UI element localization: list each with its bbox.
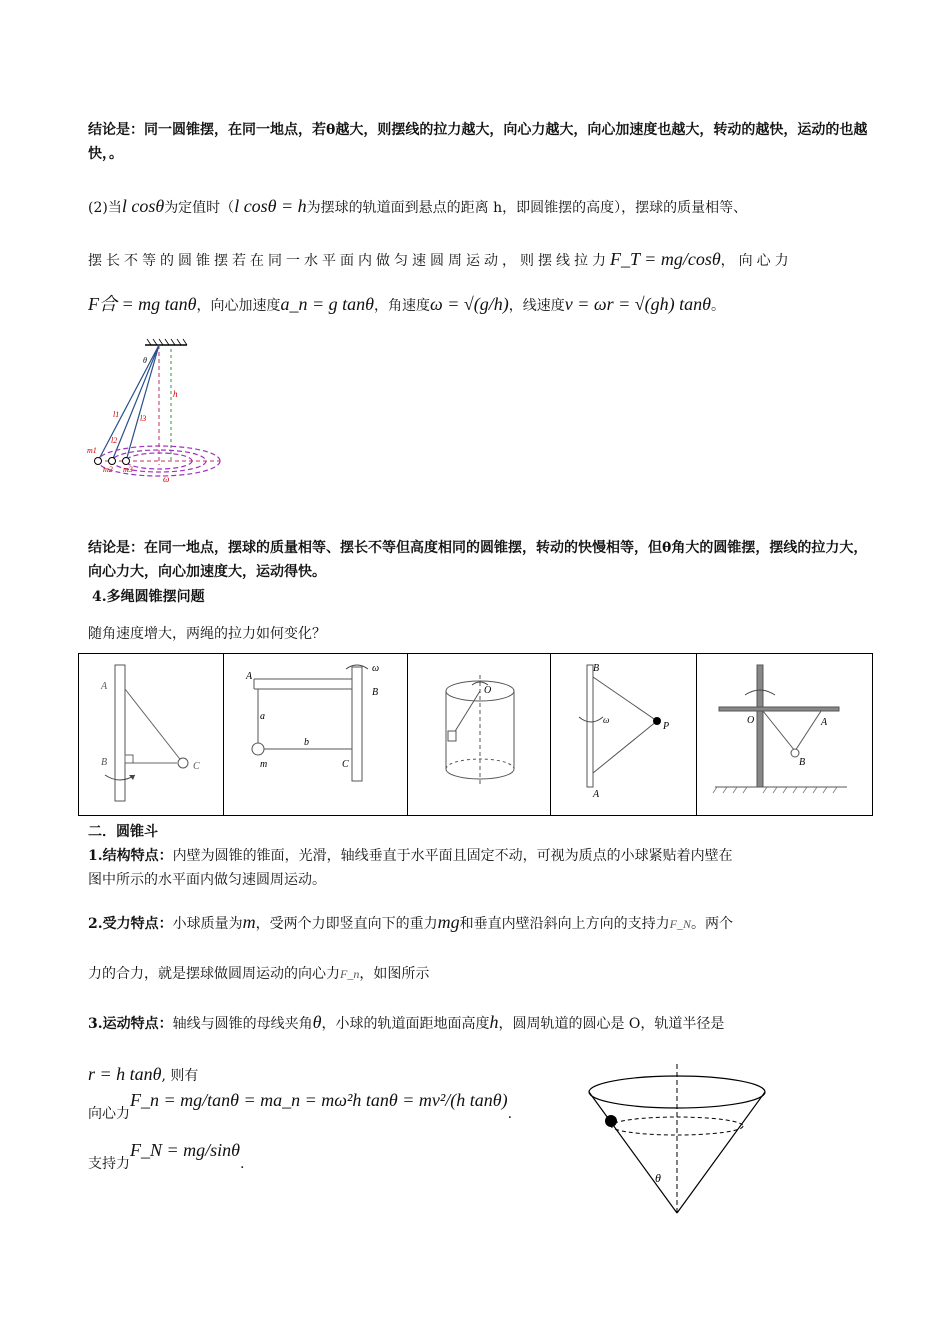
expr-r: r = h tanθ bbox=[88, 1064, 162, 1084]
conclusion-1-text: 结论是：同一圆锥摆，在同一地点，若θ越大，则摆线的拉力越大，向心力越大，向心加速度也越大，转动的越快，运动的也越快，。 bbox=[88, 122, 868, 162]
fig1-l3-label: l3 bbox=[140, 414, 147, 423]
c5-label-O: O bbox=[747, 715, 755, 726]
s3-h: h bbox=[489, 1012, 499, 1032]
fig1-l2-label: l2 bbox=[111, 436, 118, 445]
cross-frame-diagram bbox=[697, 657, 872, 812]
para2-line2: 摆长不等的圆锥摆若在同一水平面内做匀速圆周运动，则摆线拉力 bbox=[88, 253, 610, 269]
c1-label-C: C bbox=[193, 761, 200, 772]
para2-mid2: 为摆球的轨道面到悬点的距离 h，即圆锥摆的高度），摆球的质量相等、 bbox=[306, 200, 748, 216]
s3-text3: ，圆周轨道的圆心是 O，轨道半径是 bbox=[498, 1016, 725, 1032]
c4-label-omega: ω bbox=[603, 715, 610, 725]
expr-ft: F_T = mg/cosθ bbox=[610, 249, 721, 269]
s1-title: 1.结构特点： bbox=[88, 848, 173, 864]
c4-label-A: A bbox=[593, 789, 600, 800]
s2-text4: 。两个 bbox=[690, 916, 733, 932]
para-2-line-3 bbox=[88, 292, 878, 318]
label-acc: ，向心加速度 bbox=[196, 298, 281, 314]
fs-end: . bbox=[240, 1156, 245, 1172]
s2-text2: ，受两个力即竖直向下的重力 bbox=[255, 916, 438, 932]
cone-funnel-figure bbox=[585, 1060, 770, 1220]
radius-formula bbox=[88, 1062, 488, 1088]
conclusion-2 bbox=[88, 536, 878, 584]
s2-mg: mg bbox=[437, 912, 460, 932]
question-text: 随角速度增大，两绳的拉力如何变化？ bbox=[88, 626, 326, 642]
section-2-text: 二．圆锥斗 bbox=[88, 824, 158, 840]
c5-label-B: B bbox=[799, 757, 806, 768]
expr-fn: F_n = mg/tanθ = ma_n = mω²h tanθ = mv²/(h tanθ) bbox=[130, 1090, 508, 1110]
rod-two-strings-diagram bbox=[551, 657, 691, 812]
c4-label-B: B bbox=[593, 663, 600, 674]
table-cell-4 bbox=[551, 654, 697, 816]
c1-label-B: B bbox=[101, 757, 108, 768]
motion-features bbox=[88, 1010, 878, 1036]
fig1-theta-label: θ bbox=[143, 356, 147, 365]
rod-triangle-diagram bbox=[79, 657, 219, 812]
c2-label-A: A bbox=[245, 671, 252, 682]
para2-mid1: 为定值时（ bbox=[164, 200, 235, 216]
c2-label-B: B bbox=[371, 687, 378, 698]
s2-m: m bbox=[242, 912, 256, 932]
force-features-line-2 bbox=[88, 962, 878, 986]
heading-4 bbox=[92, 585, 882, 609]
c2-label-m: m bbox=[259, 759, 267, 770]
fn-end: . bbox=[507, 1106, 513, 1122]
c4-label-P: P bbox=[663, 721, 670, 732]
s2-text1: 小球质量为 bbox=[172, 916, 243, 932]
label-v: ，线速度 bbox=[508, 298, 565, 314]
question bbox=[88, 622, 878, 646]
table-cell-3 bbox=[407, 654, 551, 816]
c2-label-C: C bbox=[341, 759, 349, 770]
c2-label-omega: ω bbox=[371, 663, 379, 674]
expr-omega: ω = √(g/h) bbox=[429, 294, 509, 314]
para2-line2-end: ，向心力 bbox=[720, 253, 793, 269]
c5-label-A: A bbox=[821, 717, 828, 728]
s2-fn2: F_n bbox=[340, 967, 360, 981]
l-frame-diagram bbox=[224, 657, 404, 812]
support-formula bbox=[88, 1140, 388, 1176]
c2-label-a: a bbox=[259, 711, 265, 722]
figure-table bbox=[78, 653, 873, 816]
expr-lcos: l cosθ bbox=[121, 196, 165, 216]
s1-text2: 图中所示的水平面内做匀速圆周运动。 bbox=[88, 872, 326, 888]
s3-theta: θ bbox=[312, 1012, 322, 1032]
cone-theta-label: θ bbox=[655, 1171, 661, 1185]
s2-fn: F_N bbox=[669, 917, 691, 931]
fig1-m2-label: m2 bbox=[103, 465, 113, 474]
fn-label: 向心力 bbox=[88, 1106, 130, 1122]
c3-label-O: O bbox=[483, 685, 491, 696]
fig1-l1-label: l1 bbox=[113, 410, 120, 419]
para-2-line-2 bbox=[88, 247, 878, 273]
para2-prefix: (2)当 bbox=[88, 200, 122, 216]
s3-text1: 轴线与圆锥的母线夹角 bbox=[172, 1016, 313, 1032]
table-cell-5 bbox=[697, 654, 873, 816]
s2-title: 2.受力特点： bbox=[88, 916, 173, 932]
table-cell-1 bbox=[79, 654, 224, 816]
conclusion-2-text: 结论是：在同一地点，摆球的质量相等、摆长不等但高度相同的圆锥摆，转动的快慢相等，但θ角大的圆锥摆，摆线的拉力大，向心力大，向心加速度大，运动得快。 bbox=[88, 540, 868, 580]
expr-an: a_n = g tanθ bbox=[280, 294, 374, 314]
s3-text2: ，小球的轨道面距地面高度 bbox=[321, 1016, 490, 1032]
conical-pendulum-figure bbox=[85, 335, 230, 490]
s2-text3: 和垂直内壁沿斜向上方向的支持力 bbox=[459, 916, 670, 932]
expr-lcos-h: l cosθ = h bbox=[234, 196, 307, 216]
label-omega: ，角速度 bbox=[373, 298, 430, 314]
centripetal-formula bbox=[88, 1090, 568, 1126]
cylinder-diagram bbox=[408, 657, 548, 812]
fs-label: 支持力 bbox=[88, 1156, 130, 1172]
fig1-omega-label: ω bbox=[163, 474, 170, 484]
r-end: , 则有 bbox=[161, 1068, 199, 1084]
force-features-line-1 bbox=[88, 910, 878, 936]
conclusion-1 bbox=[88, 118, 878, 166]
section-2-heading bbox=[88, 820, 878, 844]
s2-line2: 力的合力，就是摆球做圆周运动的向心力 bbox=[88, 966, 340, 982]
heading-4-text: 4.多绳圆锥摆问题 bbox=[92, 589, 205, 605]
fig1-h-label: h bbox=[173, 389, 178, 399]
s2-line2-end: ，如图所示 bbox=[359, 966, 430, 982]
c2-label-b: b bbox=[303, 737, 309, 748]
expr-f-he: F合 = mg tanθ bbox=[88, 294, 197, 314]
c1-label-A: A bbox=[101, 681, 108, 692]
structure-features bbox=[88, 844, 878, 892]
expr-fs: F_N = mg/sinθ bbox=[130, 1140, 240, 1160]
s1-text1: 内壁为圆锥的锥面，光滑，轴线垂直于水平面且固定不动，可视为质点的小球紧贴着内壁在 bbox=[172, 848, 733, 864]
expr-v: v = ωr = √(gh) tanθ bbox=[564, 294, 711, 314]
fig1-m1-label: m1 bbox=[87, 446, 97, 455]
fig1-m3-label: m3 bbox=[123, 465, 133, 474]
para-2-line-1 bbox=[88, 194, 878, 220]
table-cell-2 bbox=[223, 654, 407, 816]
s3-title: 3.运动特点： bbox=[88, 1016, 173, 1032]
para2-end: 。 bbox=[710, 298, 725, 314]
